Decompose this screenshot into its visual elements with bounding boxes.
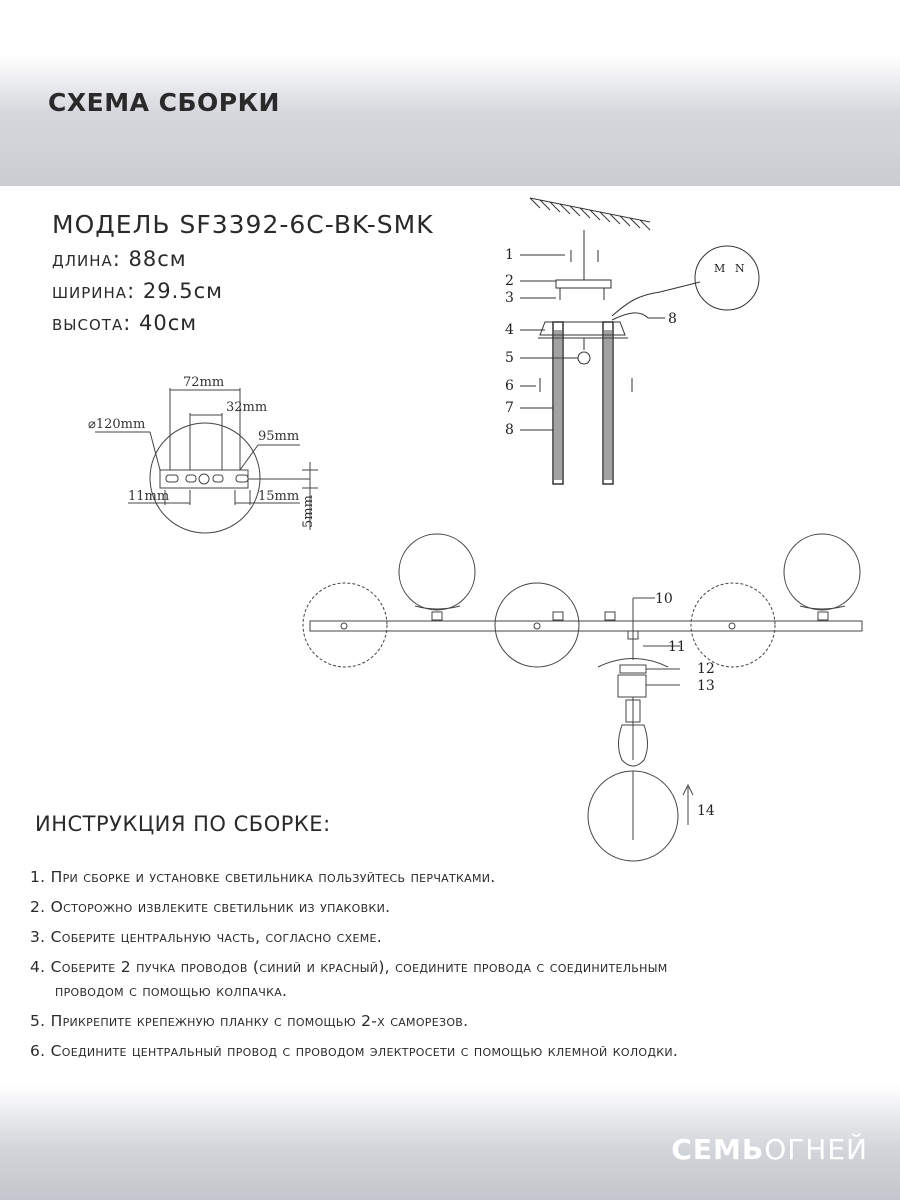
page-title: СХЕМА СБОРКИ xyxy=(48,88,280,117)
brand-logo xyxy=(671,1133,868,1166)
dim-72: 72mm xyxy=(183,375,225,390)
width-label: ширина: xyxy=(52,279,136,303)
callout-7: 7 xyxy=(505,400,514,416)
length-label: длина: xyxy=(52,247,121,271)
dim-5: 5mm xyxy=(301,495,316,528)
brand-part-2: ОГНЕЙ xyxy=(764,1133,868,1166)
terminal-n: N xyxy=(735,262,745,275)
instructions-title: ИНСТРУКЦИЯ ПО СБОРКЕ: xyxy=(35,812,331,836)
dim-diameter: ⌀120mm xyxy=(88,417,146,432)
step-1: 1. При сборке и установке светильника пользуйтесь перчатками. xyxy=(30,868,496,886)
callout-10: 10 xyxy=(655,591,673,607)
terminal-m: M xyxy=(714,262,726,275)
model-name: МОДЕЛЬ SF3392-6C-BK-SMK xyxy=(52,210,434,239)
callout-3: 3 xyxy=(505,290,514,306)
brand-part-1: СЕМЬ xyxy=(671,1133,765,1166)
instructions-list xyxy=(30,868,890,1072)
step-5: 5. Прикрепите крепежную планку с помощью 2-х саморезов. xyxy=(30,1012,469,1030)
step-3: 3. Соберите центральную часть, согласно схеме. xyxy=(30,928,382,946)
dim-15: 15mm xyxy=(258,489,300,504)
callout-5: 5 xyxy=(505,350,514,366)
callout-8: 8 xyxy=(505,422,514,438)
callout-14: 14 xyxy=(697,803,715,819)
callout-4: 4 xyxy=(505,322,514,338)
length-value: 88см xyxy=(128,247,187,271)
step-2: 2. Осторожно извлеките светильник из упаковки. xyxy=(30,898,391,916)
callout-12: 12 xyxy=(697,661,715,677)
height-label: высота: xyxy=(52,311,132,335)
callout-11: 11 xyxy=(668,639,686,655)
height-value: 40см xyxy=(139,311,198,335)
callout-6: 6 xyxy=(505,378,514,394)
callout-2: 2 xyxy=(505,273,514,289)
callout-8b: 8 xyxy=(668,311,677,327)
step-4-line-1: 4. Соберите 2 пучка проводов (синий и красный), соедините провода с соединительным xyxy=(30,958,668,976)
step-4 xyxy=(30,958,890,1000)
dim-95: 95mm xyxy=(258,429,300,444)
step-6: 6. Соедините центральный провод с проводом электросети с помощью клемной колодки. xyxy=(30,1042,679,1060)
step-4-line-2: проводом с помощью колпачка. xyxy=(55,982,288,1000)
callout-1: 1 xyxy=(505,247,514,263)
callout-13: 13 xyxy=(697,678,715,694)
dim-11: 11mm xyxy=(128,489,170,504)
width-value: 29.5см xyxy=(142,279,223,303)
dim-32: 32mm xyxy=(226,400,268,415)
